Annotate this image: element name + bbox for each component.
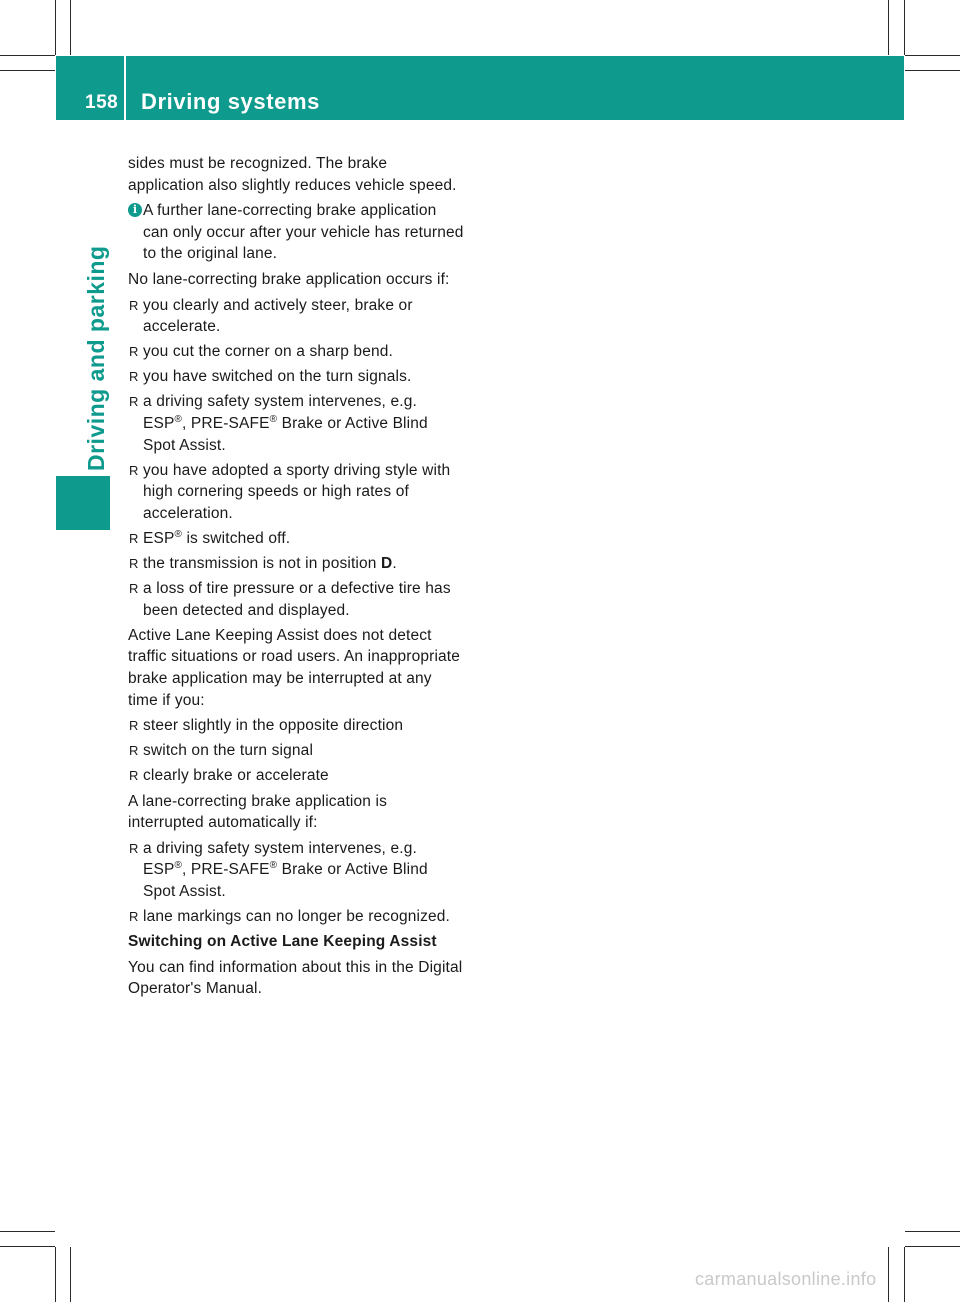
bullet-icon: R — [129, 909, 139, 924]
bullet-icon: R — [129, 581, 139, 597]
list-item: R a driving safety system intervenes, e.g. ESP®, PRE-SAFE® Brake or Active Blind Spot Assist. — [129, 839, 428, 900]
list-item: R the transmission is not in position D. — [128, 553, 464, 575]
list-item: R you clearly and actively steer, brake or accelerate. — [129, 296, 413, 336]
list-item: R a loss of tire pressure or a defective tire has been detected and displayed. — [129, 580, 451, 619]
crop-mark — [904, 1247, 905, 1302]
switching-paragraph: You can find information about this in the Digital Operator's Manual. — [128, 958, 463, 998]
crop-mark — [70, 1247, 71, 1302]
bullet-icon: R — [129, 768, 139, 784]
bullet-icon: R — [129, 718, 139, 734]
crop-mark — [905, 1246, 960, 1247]
watermark: carmanualsonline.info — [695, 1269, 877, 1289]
list-item: R you have switched on the turn signals. — [128, 366, 464, 388]
crop-mark — [0, 70, 55, 71]
bullet-icon: R — [129, 743, 139, 759]
info-icon: i — [128, 203, 142, 217]
list-item: R lane markings can no longer be recognized. — [128, 906, 464, 928]
bullet-icon: R — [129, 556, 139, 572]
crop-mark — [0, 55, 55, 56]
page-content — [128, 153, 464, 1004]
intro-paragraph: sides must be recognized. The brake application also slightly reduces vehicle speed. — [128, 155, 457, 194]
detect-paragraph: Active Lane Keeping Assist does not detect traffic situations or road users. An inappropriate brake application may be interrupted at any time if you: — [128, 626, 461, 709]
auto-interrupt-intro: A lane-correcting brake application is interrupted automatically if: — [128, 792, 388, 832]
list-item: R switch on the turn signal — [128, 740, 464, 762]
list-item: R clearly brake or accelerate — [128, 765, 464, 787]
section-title: Driving systems — [141, 89, 320, 114]
crop-mark — [0, 1246, 55, 1247]
crop-mark — [55, 1247, 56, 1302]
switching-heading: Switching on Active Lane Keeping Assist — [128, 933, 437, 951]
bullet-icon: R — [129, 394, 139, 410]
list-item: R steer slightly in the opposite direction — [128, 715, 464, 737]
crop-mark — [905, 55, 960, 56]
crop-mark — [888, 1247, 889, 1302]
bullet-icon: R — [129, 840, 139, 856]
crop-mark — [0, 1231, 55, 1232]
crop-mark — [904, 0, 905, 55]
list-item: R ESP® is switched off. — [128, 528, 464, 550]
no-correction-intro: No lane-correcting brake application occurs if: — [128, 270, 450, 288]
crop-mark — [70, 0, 71, 55]
bullet-icon: R — [129, 462, 139, 478]
side-tab-label: Driving and parking — [83, 245, 109, 471]
bullet-icon: R — [129, 344, 139, 360]
bullet-icon: R — [129, 531, 139, 546]
crop-mark — [905, 70, 960, 71]
header-divider — [124, 56, 126, 120]
info-note-text: A further lane-correcting brake application can only occur after your vehicle has returned to the original lane. — [143, 202, 464, 263]
side-tab-block — [56, 476, 110, 530]
list-item: R you cut the corner on a sharp bend. — [128, 341, 464, 363]
crop-mark — [905, 1231, 960, 1232]
crop-mark — [55, 0, 56, 55]
bullet-icon: R — [129, 297, 139, 313]
list-item: R you have adopted a sporty driving style with high cornering speeds or high rates of acceleration. — [129, 461, 451, 522]
crop-mark — [888, 0, 889, 55]
page-number: 158 — [85, 92, 119, 113]
info-note — [128, 200, 464, 265]
list-item: R a driving safety system intervenes, e.g. ESP®, PRE-SAFE® Brake or Active Blind Spot Assist. — [129, 393, 428, 454]
bullet-icon: R — [129, 369, 139, 385]
